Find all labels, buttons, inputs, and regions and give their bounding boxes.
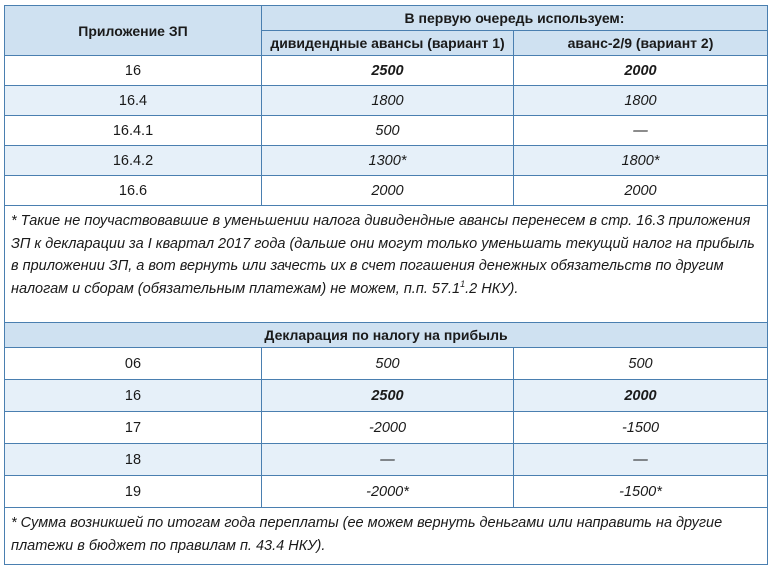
line-number: 18 (5, 444, 262, 476)
value-variant2: 1800* (514, 146, 768, 176)
value-variant2: 500 (514, 348, 768, 380)
value-variant2: — (514, 444, 768, 476)
header-variant2: аванс-2/9 (вариант 2) (514, 31, 768, 56)
footnote-1-text: * Такие не поучаствовавшие в уменьшении налога дивидендные авансы перенесем в стр. 16.3 приложения ЗП к декларации за I квартал 2017 года (дальше они могут только уменьшать текущий налог на прибыль в приложении ЗП, а вот вернуть или зачесть их в счет погашения денежных обязательств по другим налогам и сборам (обязательным платежам) не можем, п.п. 57.1 (11, 213, 755, 297)
value-variant1: 1800 (262, 86, 514, 116)
value-variant2: 2000 (514, 380, 768, 412)
footnote-1-tail: .2 НКУ). (465, 280, 519, 297)
value-variant1: 2500 (262, 56, 514, 86)
section2-title: Декларация по налогу на прибыль (5, 323, 768, 348)
value-variant2: -1500* (514, 476, 768, 508)
value-variant1: -2000* (262, 476, 514, 508)
value-variant1: 500 (262, 348, 514, 380)
value-variant1: -2000 (262, 412, 514, 444)
header-group: В первую очередь используем: (262, 6, 768, 31)
value-variant1: 2500 (262, 380, 514, 412)
table-row (5, 412, 768, 444)
footnote-1-sup: 1 (460, 278, 466, 289)
line-number: 19 (5, 476, 262, 508)
line-number: 17 (5, 412, 262, 444)
footnote-2 (5, 508, 768, 565)
line-number: 16.4.2 (5, 146, 262, 176)
value-variant2: 2000 (514, 176, 768, 206)
value-variant2: 1800 (514, 86, 768, 116)
line-number: 06 (5, 348, 262, 380)
line-number: 16 (5, 380, 262, 412)
footnote-2-text: * Сумма возникшей по итогам года переплаты (ее можем вернуть деньгами или направить на другие платежи в бюджет по правилам п. 43.4 НКУ). (11, 515, 723, 554)
value-variant1: 1300* (262, 146, 514, 176)
table-row (5, 56, 768, 86)
line-number: 16 (5, 56, 262, 86)
table-row (5, 476, 768, 508)
value-variant1: — (262, 444, 514, 476)
table-row (5, 86, 768, 116)
line-number: 16.4.1 (5, 116, 262, 146)
header-app-col: Приложение ЗП (5, 6, 262, 56)
table-row (5, 116, 768, 146)
table-row (5, 348, 768, 380)
value-variant2: — (514, 116, 768, 146)
table-row (5, 176, 768, 206)
line-number: 16.4 (5, 86, 262, 116)
footnote-1 (5, 206, 768, 323)
value-variant2: -1500 (514, 412, 768, 444)
tax-table (4, 5, 768, 565)
value-variant2: 2000 (514, 56, 768, 86)
line-number: 16.6 (5, 176, 262, 206)
value-variant1: 2000 (262, 176, 514, 206)
value-variant1: 500 (262, 116, 514, 146)
header-variant1: дивидендные авансы (вариант 1) (262, 31, 514, 56)
table-row (5, 380, 768, 412)
table-row (5, 444, 768, 476)
table-row (5, 146, 768, 176)
